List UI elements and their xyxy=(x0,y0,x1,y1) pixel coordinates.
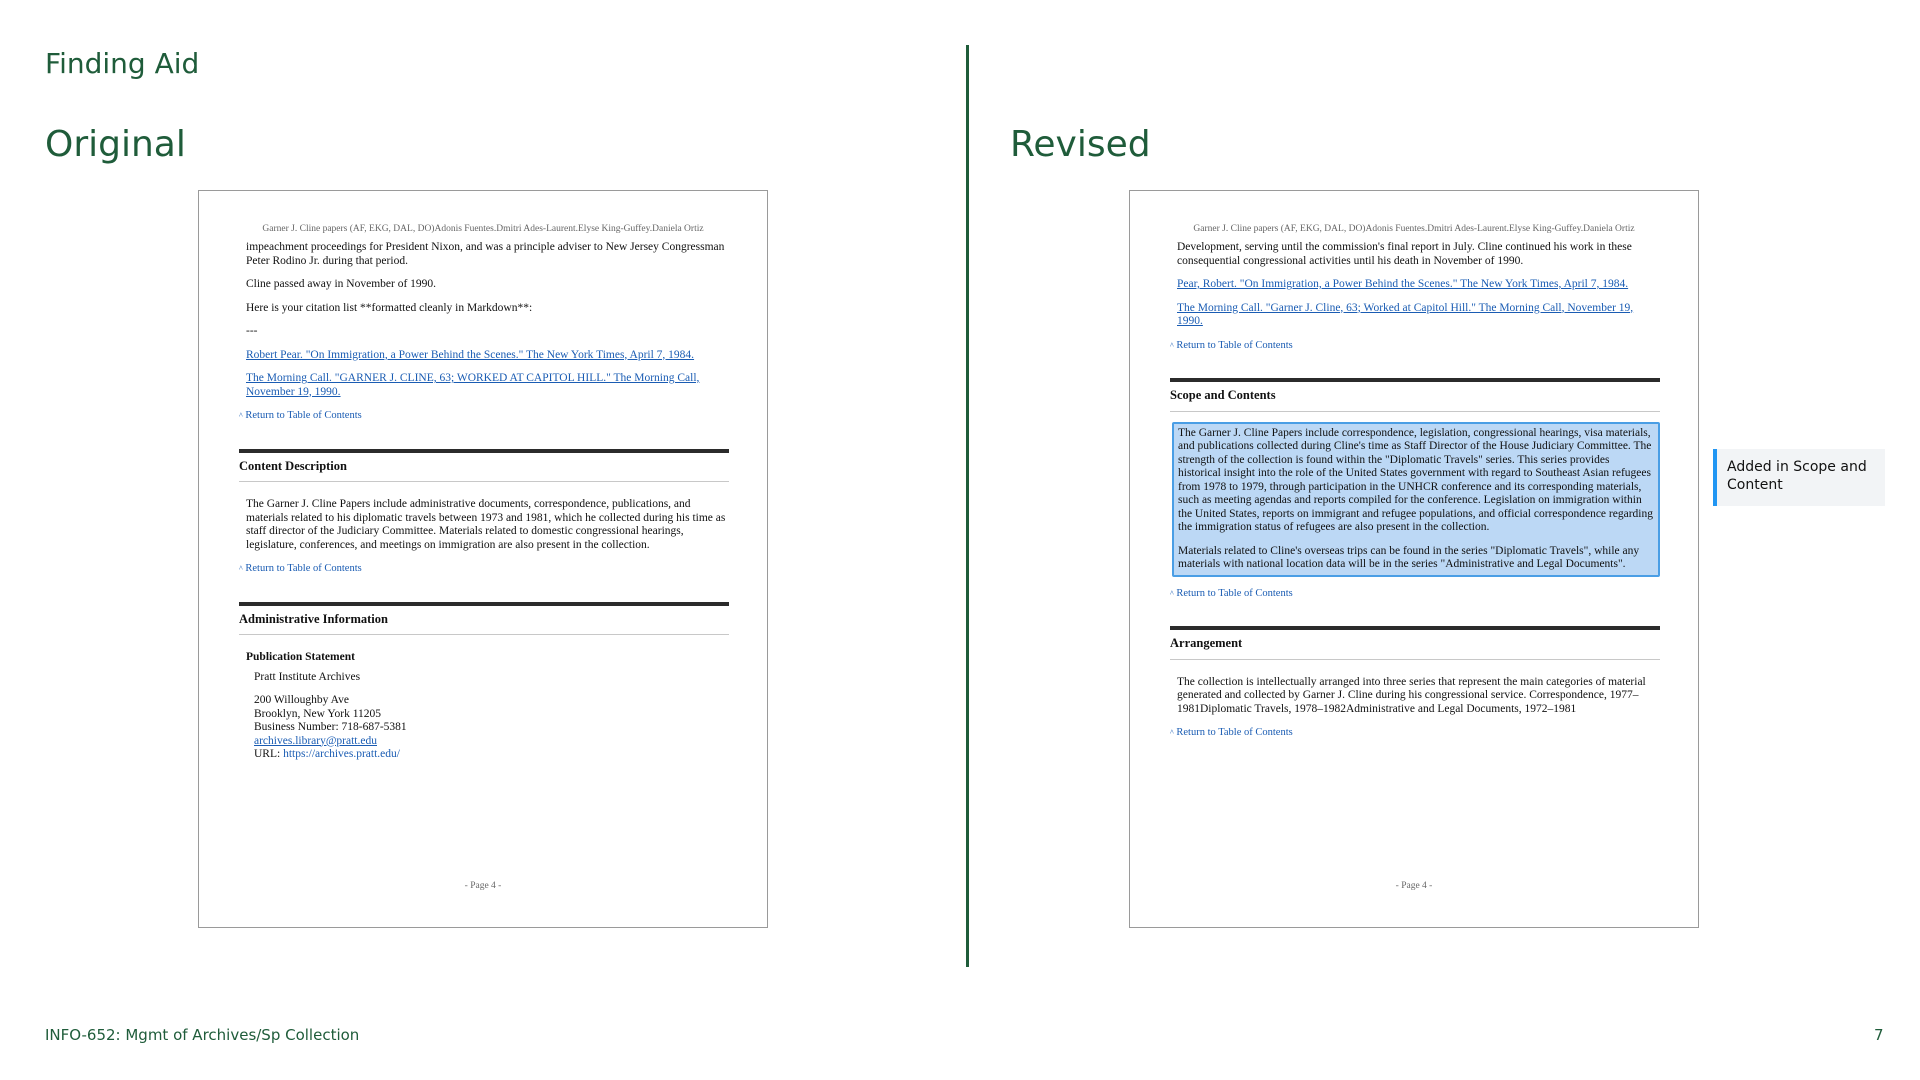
paragraph: Materials related to Cline's overseas trips can be found in the series "Diplomatic Travels", while any materials with national location data will be in the series "Administrative and Legal Documents". xyxy=(1178,544,1640,570)
section-title: Arrangement xyxy=(1170,636,1243,650)
url-link[interactable]: https://archives.pratt.edu/ xyxy=(283,748,400,760)
section-divider xyxy=(239,481,729,482)
paragraph: The collection is intellectually arranged into three series that represent the main categories of material generated and collected by Garner J. Cline during his congressional service. Correspondence, 1977–1981Diplomatic Travels, 1978–1982Administrative and Legal Documents, 1972–1981 xyxy=(1177,675,1646,715)
paragraph: Development, serving until the commission's final report in July. Cline continued his work in these consequential congressional activities until his death in November of 1990. xyxy=(1177,241,1632,267)
return-to-toc-link[interactable]: ^ Return to Table of Contents xyxy=(239,563,362,574)
page-body xyxy=(1170,241,1660,740)
citation-item xyxy=(246,372,729,399)
section-divider xyxy=(239,634,729,635)
section-divider xyxy=(1170,659,1660,660)
email-link[interactable]: archives.library@pratt.edu xyxy=(254,734,377,747)
paragraph: The Garner J. Cline Papers include correspondence, legislation, congressional hearings, visa materials, and publications collected during Cline's time as Staff Director of the House Judiciary Committee. The strength of the collection is found within the "Diplomatic Travels" series. This series provides historical insight into the role of the United States government with regard to Southeast Asian refugees from 1978 to 1979, through participation in the UNHCR conference and its corresponding materials, such as meeting agendas and reports compiled for the conference. Legislation on immigration within the United States, reports on immigrant and refugee populations, and official correspondence regarding the immigration status of refugees are also present in the collection. xyxy=(1178,426,1653,533)
section-divider xyxy=(1170,411,1660,412)
paragraph: --- xyxy=(246,325,258,337)
return-to-toc-link[interactable]: ^ Return to Table of Contents xyxy=(1170,587,1293,599)
subsection-title: Publication Statement xyxy=(246,651,355,663)
slide-number: 7 xyxy=(1874,1026,1884,1044)
section-rule xyxy=(1170,626,1660,630)
original-heading: Original xyxy=(45,124,186,165)
publisher-name: Pratt Institute Archives xyxy=(254,670,361,683)
return-to-toc-link[interactable]: ^ Return to Table of Contents xyxy=(239,410,362,421)
citation-link[interactable]: Pear, Robert. "On Immigration, a Power Behind the Scenes." The New York Times, April 7, 1984. xyxy=(1177,278,1629,290)
section-title: Administrative Information xyxy=(239,611,388,626)
caret-up-icon: ^ xyxy=(1170,340,1174,350)
url-label: URL: xyxy=(254,748,281,760)
citation-item xyxy=(246,349,729,363)
slide-kicker: Finding Aid xyxy=(45,47,200,80)
original-page xyxy=(198,190,768,928)
section-title: Scope and Contents xyxy=(1170,388,1276,402)
section-title: Content Description xyxy=(239,458,347,473)
paragraph: The Garner J. Cline Papers include administrative documents, correspondence, publications, and materials related to his diplomatic travels between 1973 and 1981, which he collected during his time as staff director of the Judiciary Committee. Materials related to domestic congressional hearings, legislature, conferences, and meetings on immigration are also present in the collection. xyxy=(246,498,726,551)
citation-item xyxy=(1177,302,1660,329)
paragraph: impeachment proceedings for President Nixon, and was a principle adviser to New Jersey Congressman Peter Rodino Jr. during that period. xyxy=(246,241,725,267)
course-label: INFO-652: Mgmt of Archives/Sp Collection xyxy=(45,1026,360,1044)
section-rule xyxy=(1170,378,1660,382)
phone-number: Business Number: 718-687-5381 xyxy=(254,721,407,733)
page-footer: - Page 4 - xyxy=(1395,881,1433,891)
vertical-divider xyxy=(966,45,969,967)
citation-link[interactable]: The Morning Call. "Garner J. Cline, 63; Worked at Capitol Hill." The Morning Call, November 19, 1990. xyxy=(1177,301,1634,327)
highlighted-scope-block xyxy=(1172,422,1660,577)
section-rule xyxy=(239,602,729,606)
section-rule xyxy=(239,449,729,453)
caret-up-icon: ^ xyxy=(239,411,243,420)
paragraph: Here is your citation list **formatted cleanly in Markdown**: xyxy=(246,301,533,314)
revised-heading: Revised xyxy=(1010,124,1151,165)
change-callout: Added in Scope and Content xyxy=(1713,449,1885,506)
return-to-toc-link[interactable]: ^ Return to Table of Contents xyxy=(1170,339,1293,351)
paragraph: Cline passed away in November of 1990. xyxy=(246,278,437,290)
address-line: 200 Willoughby Ave xyxy=(254,694,349,706)
citation-item xyxy=(1177,278,1660,292)
page-body xyxy=(239,241,729,762)
return-to-toc-link[interactable]: ^ Return to Table of Contents xyxy=(1170,727,1293,738)
running-header: Garner J. Cline papers (AF, EKG, DAL, DO)Adonis Fuentes.Dmitri Ades-Laurent.Elyse King-Guffey.Daniela Ortiz xyxy=(1193,224,1635,234)
citation-link[interactable]: The Morning Call. "GARNER J. CLINE, 63; WORKED AT CAPITOL HILL." The Morning Call, November 19, 1990. xyxy=(246,372,700,398)
address-line: Brooklyn, New York 11205 xyxy=(254,707,382,720)
citation-link[interactable]: Robert Pear. "On Immigration, a Power Behind the Scenes." The New York Times, April 7, 1984. xyxy=(246,348,695,361)
page-footer: - Page 4 - xyxy=(464,881,502,891)
caret-up-icon: ^ xyxy=(1170,728,1174,737)
running-header: Garner J. Cline papers (AF, EKG, DAL, DO)Adonis Fuentes.Dmitri Ades-Laurent.Elyse King-Guffey.Daniela Ortiz xyxy=(262,224,704,234)
caret-up-icon: ^ xyxy=(1170,588,1174,598)
revised-page xyxy=(1129,190,1699,928)
caret-up-icon: ^ xyxy=(239,564,243,573)
address-block xyxy=(254,671,729,762)
